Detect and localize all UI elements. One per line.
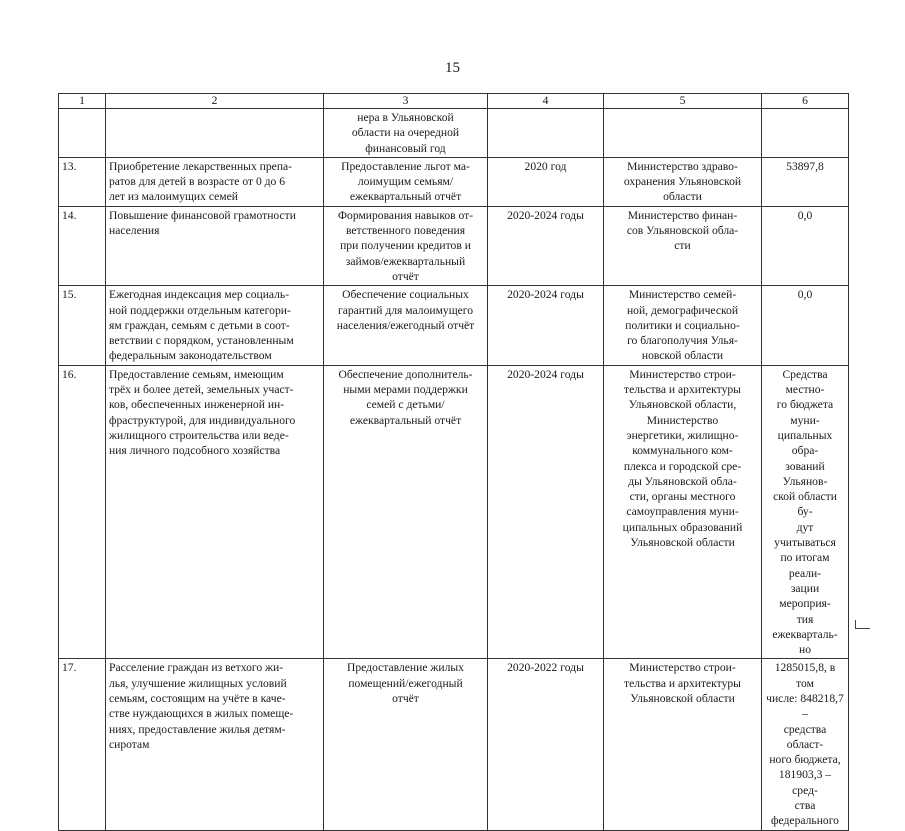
- funding-cell: [762, 286, 849, 365]
- period-cell: 2020-2024 годы: [488, 206, 604, 285]
- funding-line: Средства местно-: [782, 367, 828, 397]
- executor-cell: [604, 365, 762, 659]
- executor-cell: [604, 659, 762, 830]
- activity-line: ниях, предоставление жилья детям-: [109, 722, 286, 736]
- funding-line: но: [798, 643, 811, 657]
- funding-line: ного бюджета,: [769, 753, 841, 767]
- result-line: Предоставление льгот ма-: [341, 159, 470, 173]
- activity-cell: [106, 286, 324, 365]
- funding-line: ципальных обра-: [777, 428, 833, 458]
- header-cell: 6: [762, 94, 849, 109]
- period-cell: 2020 год: [488, 157, 604, 206]
- executor-cell: [604, 206, 762, 285]
- funding-cell: [762, 157, 849, 206]
- result-cell: [324, 157, 488, 206]
- result-line: гарантий для малоимущего: [337, 303, 474, 317]
- activity-line: ной поддержки отдельным категори-: [109, 303, 291, 317]
- funding-cell: [762, 365, 849, 659]
- table-row: [59, 206, 849, 285]
- activity-line: ков, обеспеченных инженерной ин-: [109, 398, 285, 412]
- result-line: при получении кредитов и: [340, 239, 471, 253]
- table-row: [59, 659, 849, 830]
- table-body: [59, 109, 849, 831]
- executor-line: охранения Ульяновской: [623, 175, 742, 189]
- executor-line: коммунального ком-: [632, 444, 733, 458]
- result-cell: [324, 206, 488, 285]
- executor-line: энергетики, жилищно-: [626, 428, 739, 442]
- executor-line: го благополучия Улья-: [627, 334, 738, 348]
- executor-line: плекса и городской сре-: [623, 459, 742, 473]
- measures-table: [58, 93, 849, 831]
- result-cell: [324, 659, 488, 830]
- executor-cell: [604, 157, 762, 206]
- activity-cell: [106, 365, 324, 659]
- activity-line: федеральным законодательством: [109, 349, 272, 363]
- row-number: [59, 109, 106, 158]
- executor-line: Ульяновской области: [630, 536, 735, 550]
- header-cell: 1: [59, 94, 106, 109]
- activity-line: ям граждан, семьям с детьми в соот-: [109, 318, 290, 332]
- activity-line: фраструктурой, для индивидуального: [109, 413, 296, 427]
- result-line: займов/ежеквартальный: [345, 254, 466, 268]
- header-cell: 3: [324, 94, 488, 109]
- activity-line: Приобретение лекарственных препа-: [109, 159, 293, 173]
- result-line: Обеспечение социальных: [342, 288, 469, 302]
- executor-cell: [604, 109, 762, 158]
- funding-line: 0,0: [797, 208, 813, 222]
- executor-line: политики и социально-: [625, 318, 740, 332]
- result-line: ными мерами поддержки: [343, 383, 468, 397]
- result-cell: [324, 365, 488, 659]
- result-line: Предоставление жилых: [347, 661, 464, 675]
- result-line: ежеквартальный отчёт: [349, 413, 462, 427]
- activity-line: лья, улучшение жилищных условий: [109, 676, 287, 690]
- page-number: 15: [445, 60, 460, 76]
- executor-line: тельства и архитектуры: [624, 676, 741, 690]
- funding-cell: [762, 659, 849, 830]
- executor-line: Министерство здраво-: [627, 159, 738, 173]
- funding-line: 0,0: [797, 288, 813, 302]
- funding-line: зации мероприя-: [779, 581, 831, 611]
- period-cell: 2020-2024 годы: [488, 286, 604, 365]
- activity-line: ния личного подсобного хозяйства: [109, 444, 281, 458]
- executor-line: Министерство строи-: [629, 367, 736, 381]
- row-number: 16.: [59, 365, 106, 659]
- row-number: 14.: [59, 206, 106, 285]
- executor-line: сти, органы местного: [629, 490, 736, 504]
- result-cell: [324, 286, 488, 365]
- result-line: области на очередной: [351, 126, 460, 140]
- executor-line: ципальных образований: [622, 520, 743, 534]
- activity-line: ратов для детей в возрасте от 0 до 6: [109, 175, 286, 189]
- executor-line: Министерство: [646, 413, 719, 427]
- period-cell: 2020-2024 годы: [488, 365, 604, 659]
- activity-cell: [106, 659, 324, 830]
- table-row: [59, 365, 849, 659]
- funding-line: по итогам реали-: [780, 551, 830, 580]
- executor-line: области: [663, 190, 702, 204]
- activity-line: Ежегодная индексация мер социаль-: [109, 288, 290, 302]
- funding-cell: [762, 109, 849, 158]
- funding-line: средства област-: [783, 722, 827, 751]
- executor-line: ной, демографической: [626, 303, 739, 317]
- executor-line: сти: [674, 239, 691, 253]
- result-line: финансовый год: [365, 141, 446, 155]
- header-cell: 4: [488, 94, 604, 109]
- executor-line: Министерство финан-: [627, 208, 738, 222]
- executor-line: новской области: [641, 349, 724, 363]
- funding-line: числе: 848218,7 –: [766, 691, 844, 721]
- funding-line: 1285015,8, в том: [774, 661, 836, 690]
- result-line: нера в Ульяновской: [357, 111, 454, 124]
- table-row: [59, 286, 849, 365]
- activity-line: ветствии с порядком, установленным: [109, 334, 294, 348]
- activity-line: сиротам: [109, 737, 150, 751]
- funding-line: го бюджета муни-: [776, 398, 834, 427]
- result-line: ветственного поведения: [345, 224, 466, 238]
- period-cell: [488, 109, 604, 158]
- funding-line: зований Ульянов-: [782, 459, 828, 488]
- activity-line: Расселение граждан из ветхого жи-: [109, 661, 284, 675]
- funding-cell: [762, 206, 849, 285]
- activity-line: Повышение финансовой грамотности: [109, 208, 296, 222]
- header-cell: 2: [106, 94, 324, 109]
- executor-line: Ульяновской области,: [628, 398, 737, 412]
- activity-line: стве нуждающихся в жилых помеще-: [109, 707, 294, 721]
- result-line: отчёт: [392, 691, 419, 705]
- table-row: [59, 157, 849, 206]
- result-line: семей с детьми/: [366, 398, 445, 412]
- funding-line: дут учитываться: [774, 520, 836, 550]
- executor-line: ды Ульяновской обла-: [628, 474, 737, 488]
- table-row: [59, 109, 849, 158]
- activity-line: семьям, состоящим на учёте в каче-: [109, 691, 286, 705]
- executor-line: сов Ульяновской обла-: [626, 224, 739, 238]
- executor-line: Ульяновской области: [630, 691, 735, 705]
- executor-line: Министерство строи-: [629, 661, 736, 675]
- result-line: Обеспечение дополнитель-: [338, 367, 473, 381]
- executor-line: тельства и архитектуры: [624, 383, 741, 397]
- result-line: помещений/ежегодный: [348, 676, 463, 690]
- result-line: населения/ежегодный отчёт: [336, 318, 475, 332]
- activity-cell: [106, 206, 324, 285]
- funding-line: ства федерального: [771, 799, 839, 828]
- executor-line: Министерство семей-: [628, 288, 737, 302]
- result-line: отчёт: [392, 269, 419, 283]
- activity-line: жилищного строительства или веде-: [109, 428, 289, 442]
- activity-cell: [106, 109, 324, 158]
- executor-cell: [604, 286, 762, 365]
- page-corner-mark: [855, 620, 870, 629]
- activity-line: трёх и более детей, земельных участ-: [109, 383, 294, 397]
- funding-line: 181903,3 – сред-: [778, 768, 832, 797]
- header-cell: 5: [604, 94, 762, 109]
- activity-line: Предоставление семьям, имеющим: [109, 367, 284, 381]
- executor-line: самоуправления муни-: [626, 505, 739, 519]
- row-number: 15.: [59, 286, 106, 365]
- result-cell: [324, 109, 488, 158]
- row-number: 13.: [59, 157, 106, 206]
- funding-line: ской области бу-: [773, 490, 837, 519]
- result-line: Формирования навыков от-: [337, 208, 474, 222]
- activity-line: лет из малоимущих семей: [109, 190, 238, 204]
- result-line: лоимущим семьям/: [357, 175, 454, 189]
- row-number: 17.: [59, 659, 106, 830]
- funding-line: тия ежекварталь-: [772, 612, 838, 641]
- result-line: ежеквартальный отчёт: [349, 190, 462, 204]
- header-row: [59, 94, 849, 109]
- activity-line: населения: [109, 224, 160, 238]
- period-cell: 2020-2022 годы: [488, 659, 604, 830]
- activity-cell: [106, 157, 324, 206]
- funding-line: 53897,8: [786, 159, 824, 173]
